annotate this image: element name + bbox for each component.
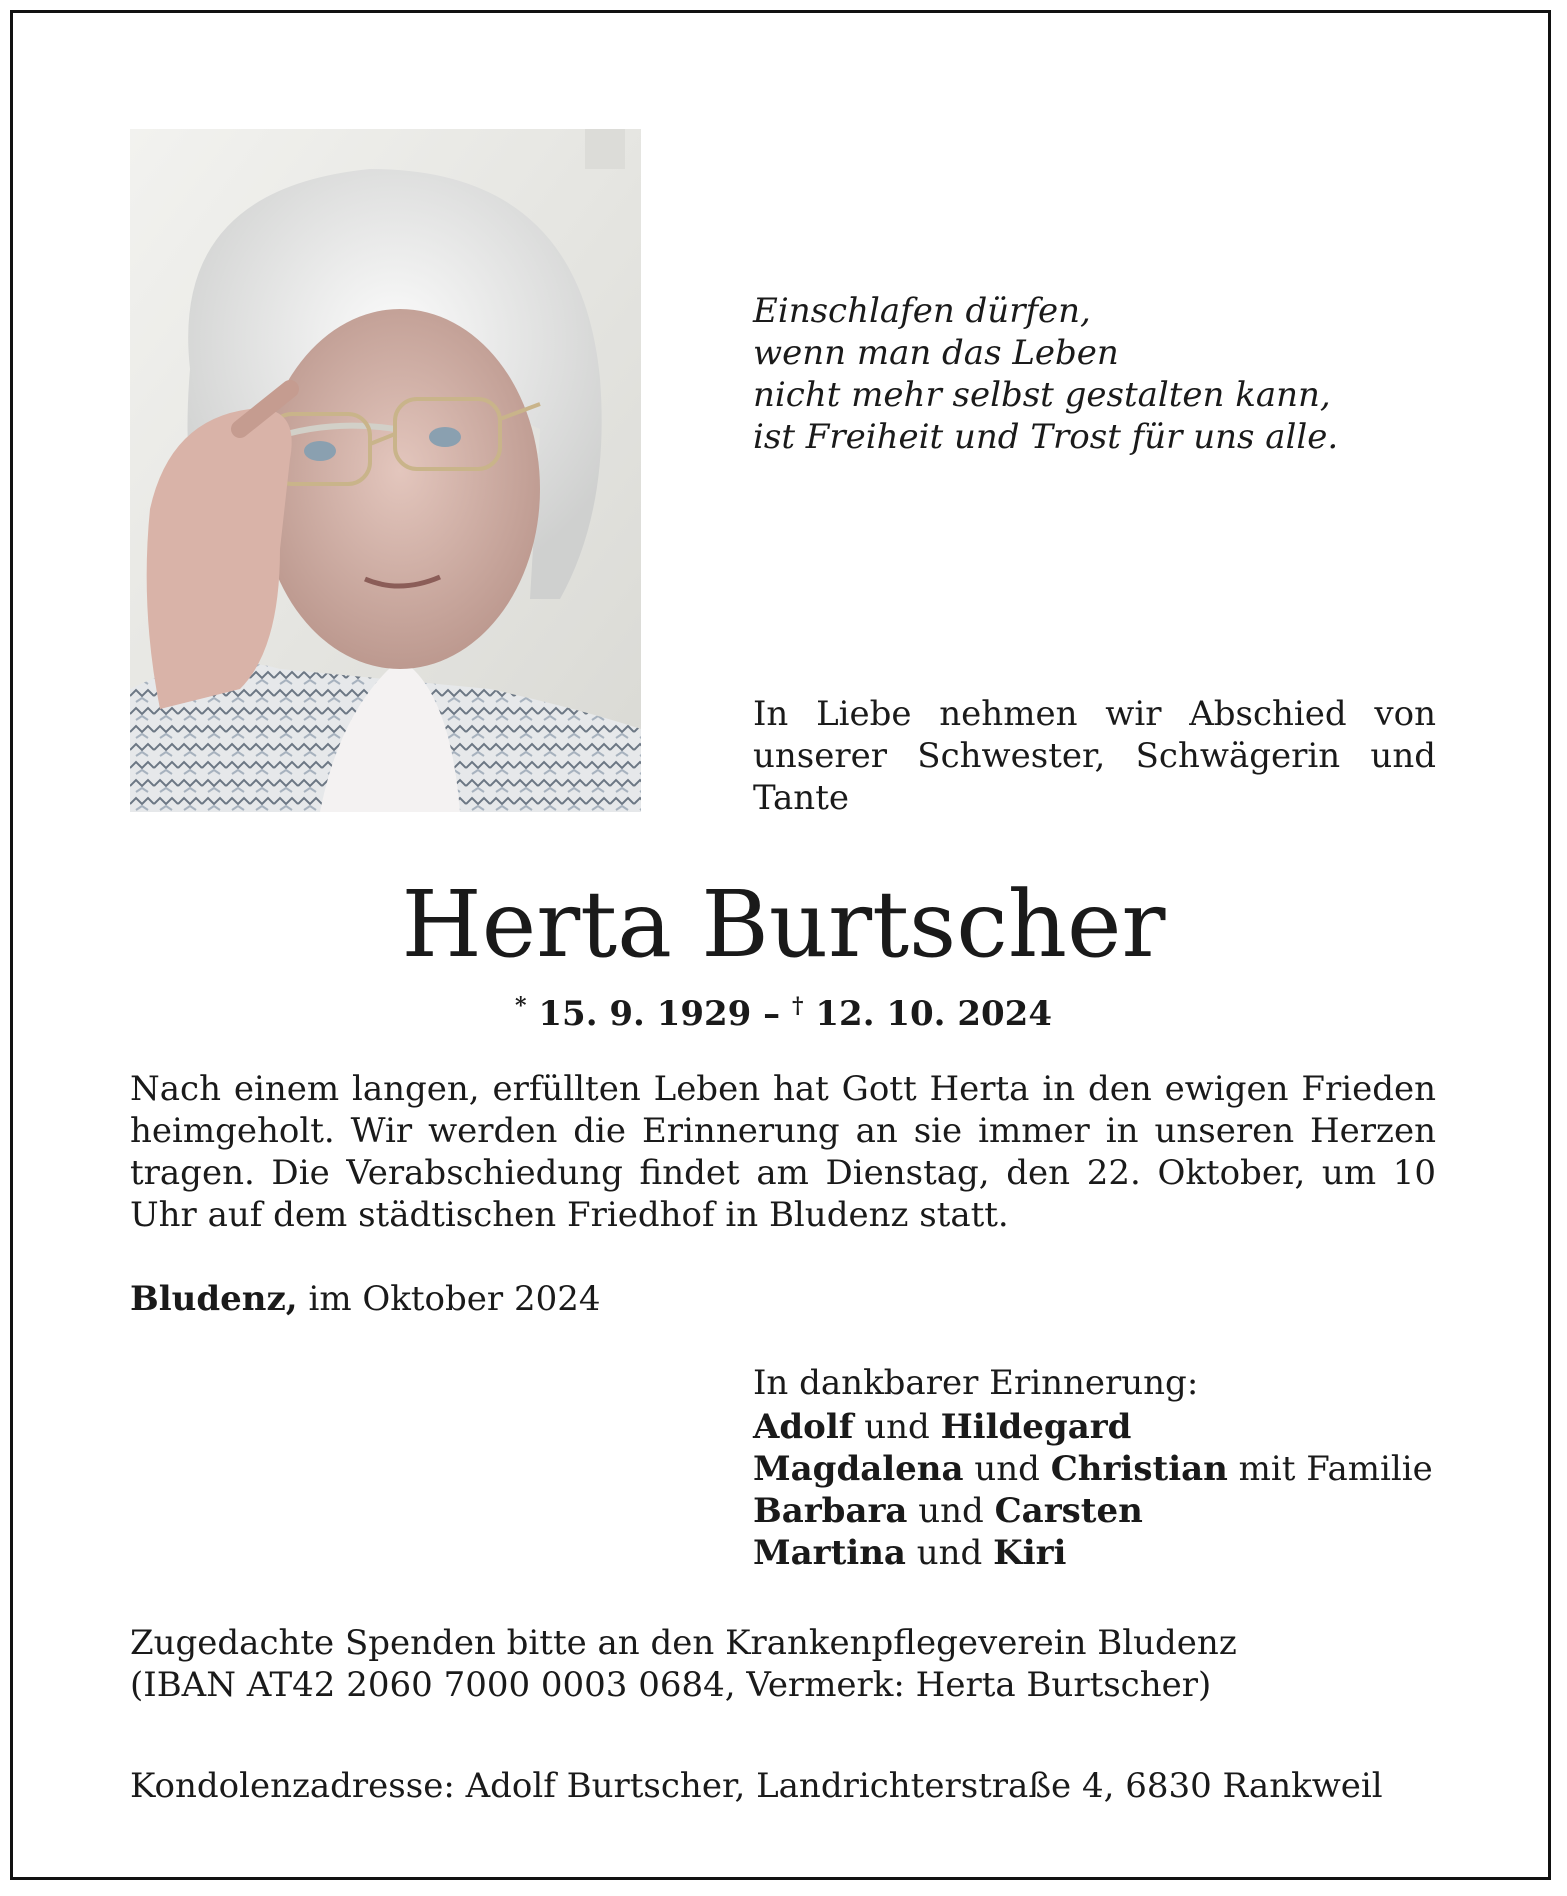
poem-line: nicht mehr selbst gestalten kann, [753, 375, 1331, 415]
mourner-name: Hildegard [940, 1407, 1132, 1447]
mourner-name: Kiri [993, 1533, 1067, 1573]
mourner-name: Martina [753, 1533, 906, 1573]
donation-line: Zugedachte Spenden bitte an den Krankenpflegeverein Bludenz [130, 1623, 1237, 1663]
mourner-conjunction: und [974, 1449, 1040, 1489]
mourners-heading: In dankbarer Erinnerung: [753, 1363, 1199, 1403]
death-symbol: † [792, 993, 804, 1019]
date-separator: – [763, 994, 781, 1034]
birth-date: 15. 9. 1929 [538, 994, 752, 1034]
mourner-name: Adolf [753, 1407, 854, 1447]
mourner-name: Christian [1050, 1449, 1228, 1489]
donation-iban-line: (IBAN AT42 2060 7000 0003 0684, Vermerk: Herta Burtscher) [130, 1665, 1212, 1705]
poem-line: wenn man das Leben [753, 333, 1119, 373]
mourner-row [753, 1532, 1453, 1574]
farewell-intro: In Liebe nehmen wir Abschied von unserer Schwester, Schwägerin und Tante [753, 694, 1436, 818]
mourner-name: Barbara [753, 1491, 908, 1531]
condolence-address: Kondolenzadresse: Adolf Burtscher, Landrichterstraße 4, 6830 Rankweil [130, 1766, 1383, 1806]
portrait-photo [130, 129, 641, 812]
poem-line: ist Freiheit und Trost für uns alle. [753, 417, 1339, 457]
mourner-name: Carsten [994, 1491, 1143, 1531]
life-dates [0, 985, 1567, 1035]
mourner-name: Magdalena [753, 1449, 964, 1489]
place-city: Bludenz, [130, 1279, 298, 1319]
mourner-suffix: mit Familie [1238, 1449, 1433, 1489]
birth-symbol: * [515, 993, 527, 1019]
mourners-block [753, 1362, 1453, 1574]
donation-note [130, 1622, 1450, 1706]
place-and-date [130, 1278, 600, 1320]
mourner-conjunction: und [864, 1407, 930, 1447]
mourner-row [753, 1490, 1453, 1532]
poem-line: Einschlafen dürfen, [753, 291, 1091, 331]
poem-quote [753, 290, 1453, 458]
place-date: im Oktober 2024 [308, 1279, 601, 1319]
death-date: 12. 10. 2024 [815, 994, 1052, 1034]
mourner-conjunction: und [916, 1533, 983, 1573]
obituary-body: Nach einem langen, erfüllten Leben hat Gott Herta in den ewigen Frieden heimgeholt. Wir werden die Erinnerung an sie immer in unseren Herzen tragen. Die Verabschiedung findet am Dienstag, den 22. Oktober, um 10 Uhr auf dem städtischen Friedhof in Bludenz statt. [130, 1069, 1436, 1235]
mourner-row [753, 1448, 1453, 1490]
mourner-row [753, 1406, 1453, 1448]
deceased-name: Herta Burtscher [401, 871, 1166, 978]
mourner-conjunction: und [918, 1491, 984, 1531]
